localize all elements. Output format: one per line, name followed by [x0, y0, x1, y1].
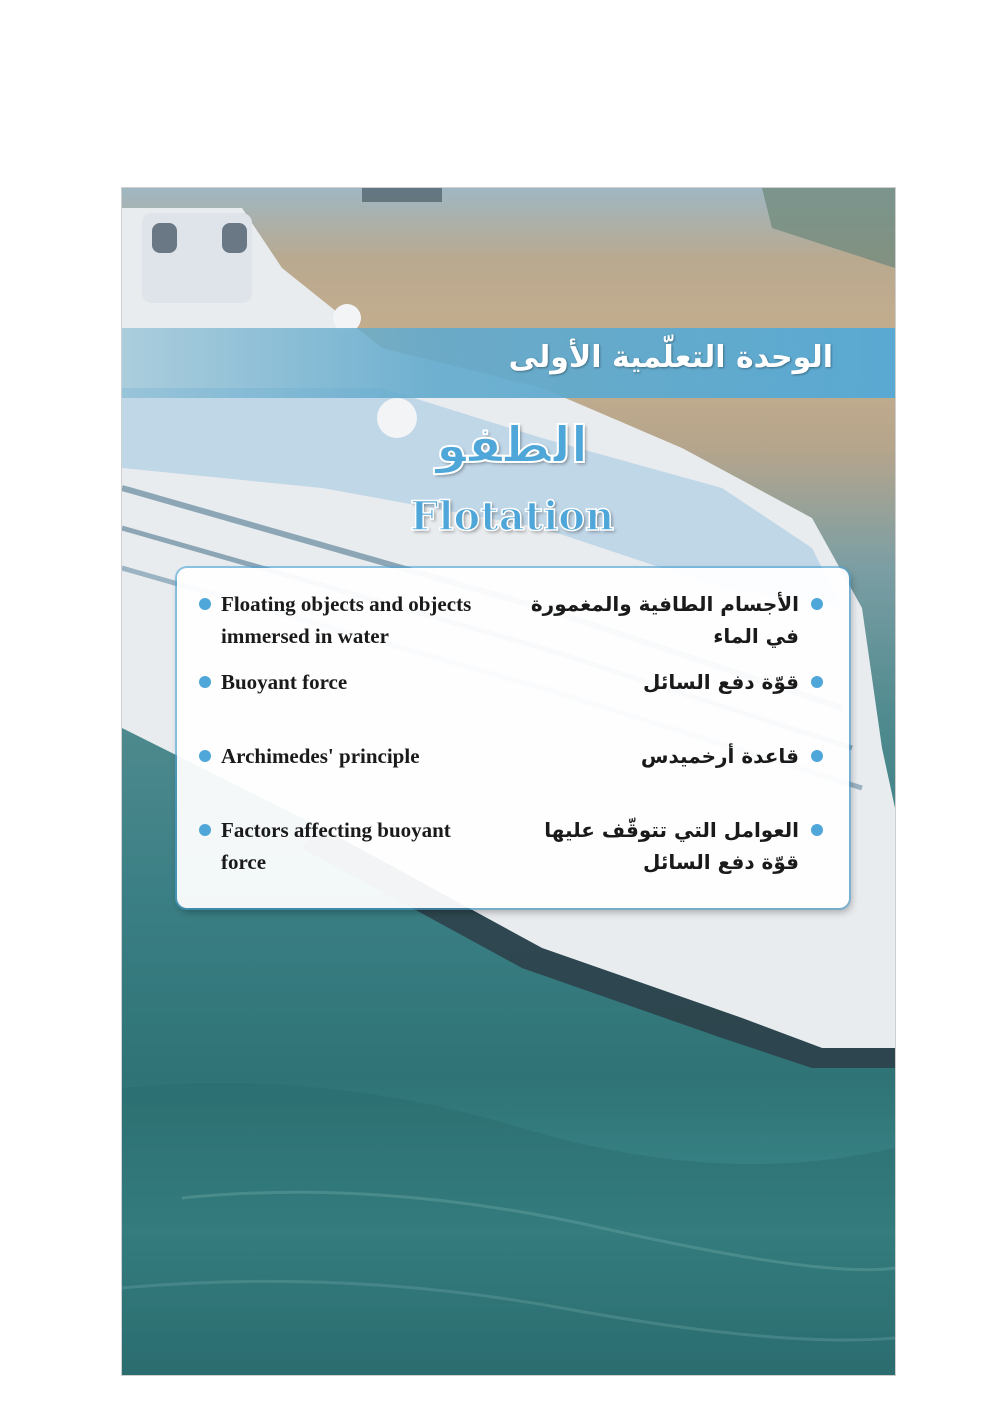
unit-title: الوحدة التعلّمية الأولى: [508, 340, 833, 375]
topic-english: [195, 666, 495, 698]
topic-arabic-text: قاعدة أرخميدس: [640, 744, 799, 768]
topic-english: [195, 588, 495, 652]
topic-arabic-text: العوامل التي تتوقّف عليها قوّة دفع السائل: [544, 818, 799, 874]
topic-english-text: Floating objects and objects immersed in water: [221, 592, 472, 648]
topic-arabic: [519, 814, 829, 878]
topic-english: [195, 814, 495, 878]
bullet-icon: [199, 676, 211, 688]
bullet-icon: [811, 824, 823, 836]
bullet-icon: [199, 824, 211, 836]
topic-arabic: [519, 740, 829, 772]
topic-english-text: Factors affecting buoyant force: [221, 818, 451, 874]
bullet-icon: [199, 750, 211, 762]
title-arabic: الطفو: [436, 416, 588, 474]
topics-box: [177, 568, 849, 908]
topic-english-text: Buoyant force: [221, 670, 348, 694]
bullet-icon: [811, 676, 823, 688]
unit-banner: [122, 328, 895, 398]
topic-english: [195, 740, 495, 772]
topic-arabic: [519, 588, 829, 652]
topic-arabic-text: قوّة دفع السائل: [643, 670, 799, 694]
topic-arabic-text: الأجسام الطافية والمغمورة في الماء: [530, 592, 799, 648]
bullet-icon: [199, 598, 211, 610]
topic-arabic: [519, 666, 829, 698]
title-english: Flotation: [409, 493, 615, 540]
bullet-icon: [811, 598, 823, 610]
bullet-icon: [811, 750, 823, 762]
topic-english-text: Archimedes' principle: [221, 744, 420, 768]
cover-image: [121, 187, 896, 1376]
